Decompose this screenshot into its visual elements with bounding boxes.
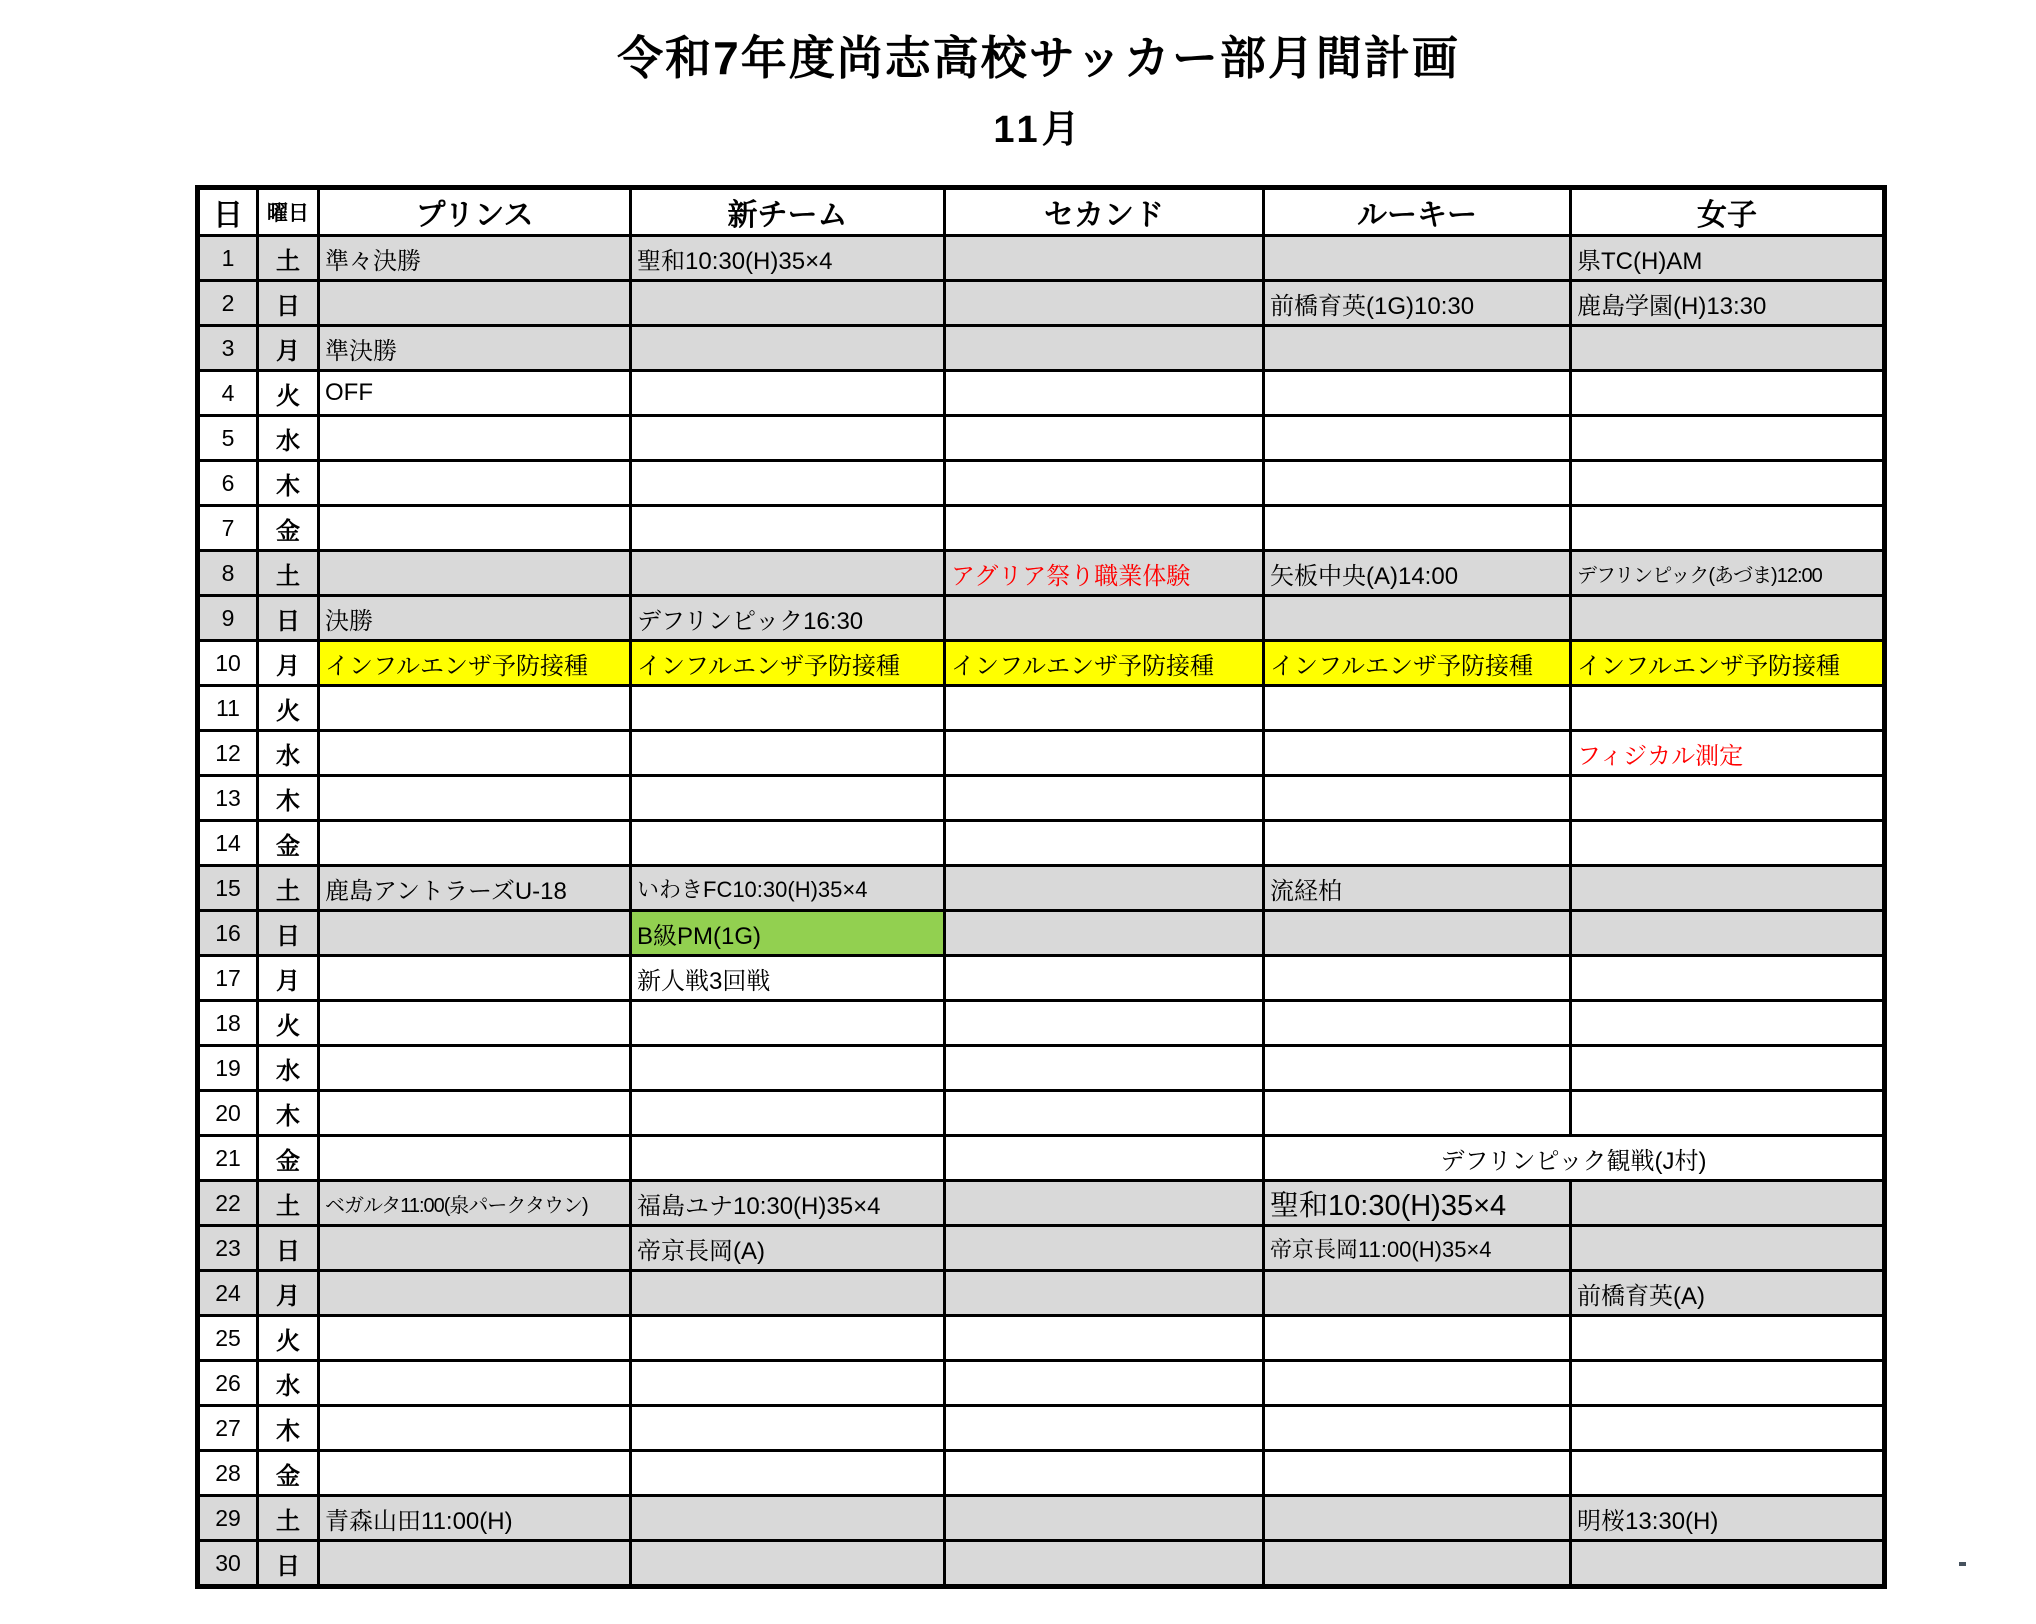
weekday-cell: 木 [258,1091,319,1136]
day-cell: 6 [198,461,258,506]
schedule-cell [945,911,1264,956]
schedule-cell [1571,1451,1885,1496]
schedule-cell [1264,1271,1571,1316]
table-row-16 [198,911,1885,956]
column-header-1: 曜日 [258,188,319,236]
table-row-28 [198,1451,1885,1496]
schedule-cell [319,1406,631,1451]
schedule-cell [319,416,631,461]
table-row-1 [198,236,1885,281]
schedule-cell [319,1271,631,1316]
schedule-cell [631,371,945,416]
schedule-cell [319,506,631,551]
day-cell: 22 [198,1181,258,1226]
schedule-cell: 矢板中央(A)14:00 [1264,551,1571,596]
schedule-cell [631,416,945,461]
schedule-cell [631,1541,945,1587]
schedule-cell [1571,821,1885,866]
schedule-cell: 前橋育英(A) [1571,1271,1885,1316]
weekday-cell: 金 [258,1136,319,1181]
table-row-23 [198,1226,1885,1271]
day-cell: 16 [198,911,258,956]
table-row-20 [198,1091,1885,1136]
schedule-cell [631,731,945,776]
schedule-cell: OFF [319,371,631,416]
schedule-cell [945,956,1264,1001]
schedule-cell: 鹿島アントラーズU-18 [319,866,631,911]
day-cell: 15 [198,866,258,911]
weekday-cell: 木 [258,1406,319,1451]
day-cell: 1 [198,236,258,281]
schedule-cell: インフルエンザ予防接種 [945,641,1264,686]
schedule-cell [945,1046,1264,1091]
weekday-cell: 月 [258,1271,319,1316]
schedule-body [198,236,1885,1587]
schedule-cell [319,821,631,866]
schedule-cell [945,731,1264,776]
schedule-cell [1264,1001,1571,1046]
day-cell: 13 [198,776,258,821]
schedule-cell [1571,596,1885,641]
schedule-cell [1571,911,1885,956]
weekday-cell: 金 [258,821,319,866]
table-row-19 [198,1046,1885,1091]
schedule-cell [945,1541,1264,1587]
schedule-cell: インフルエンザ予防接種 [631,641,945,686]
weekday-cell: 木 [258,776,319,821]
schedule-cell [1571,371,1885,416]
weekday-cell: 月 [258,641,319,686]
page-title: 令和7年度尚志高校サッカー部月間計画 [617,32,1460,84]
day-cell: 25 [198,1316,258,1361]
schedule-cell: 前橋育英(1G)10:30 [1264,281,1571,326]
schedule-cell: 新人戦3回戦 [631,956,945,1001]
schedule-cell [1571,686,1885,731]
schedule-cell [319,776,631,821]
weekday-cell: 水 [258,1046,319,1091]
schedule-cell [631,1406,945,1451]
schedule-cell: 鹿島学園(H)13:30 [1571,281,1885,326]
schedule-cell [319,281,631,326]
day-cell: 19 [198,1046,258,1091]
day-cell: 18 [198,1001,258,1046]
schedule-cell [1264,776,1571,821]
day-cell: 7 [198,506,258,551]
schedule-cell [1264,461,1571,506]
schedule-cell [945,776,1264,821]
schedule-cell: デフリンピック(あづま)12:00 [1571,551,1885,596]
day-cell: 9 [198,596,258,641]
schedule-cell: インフルエンザ予防接種 [319,641,631,686]
schedule-cell [1264,956,1571,1001]
schedule-cell: 決勝 [319,596,631,641]
schedule-cell: いわきFC10:30(H)35×4 [631,866,945,911]
schedule-cell [631,1496,945,1541]
day-cell: 29 [198,1496,258,1541]
schedule-cell [319,1046,631,1091]
schedule-cell [1264,326,1571,371]
schedule-cell [945,1091,1264,1136]
schedule-cell [945,1316,1264,1361]
schedule-cell: インフルエンザ予防接種 [1264,641,1571,686]
column-header-5: ルーキー [1264,188,1571,236]
schedule-cell [1264,1496,1571,1541]
weekday-cell: 日 [258,281,319,326]
weekday-cell: 日 [258,911,319,956]
schedule-cell [945,1181,1264,1226]
table-row-2 [198,281,1885,326]
schedule-cell [631,281,945,326]
schedule-cell [1264,821,1571,866]
schedule-cell [1264,1361,1571,1406]
schedule-cell [631,1271,945,1316]
table-row-24 [198,1271,1885,1316]
schedule-cell [319,1316,631,1361]
table-row-29 [198,1496,1885,1541]
table-row-21 [198,1136,1885,1181]
schedule-cell [945,866,1264,911]
schedule-cell: デフリンピック16:30 [631,596,945,641]
schedule-cell [631,326,945,371]
schedule-cell: 準決勝 [319,326,631,371]
table-row-4 [198,371,1885,416]
schedule-cell [1264,1046,1571,1091]
table-row-11 [198,686,1885,731]
table-row-14 [198,821,1885,866]
day-cell: 12 [198,731,258,776]
day-cell: 17 [198,956,258,1001]
schedule-cell [319,551,631,596]
table-row-8 [198,551,1885,596]
schedule-cell [945,1451,1264,1496]
schedule-cell [631,1361,945,1406]
schedule-cell [631,821,945,866]
schedule-cell [1264,1091,1571,1136]
schedule-cell [1264,596,1571,641]
weekday-cell: 火 [258,371,319,416]
schedule-cell: 帝京長岡(A) [631,1226,945,1271]
table-row-22 [198,1181,1885,1226]
table-row-25 [198,1316,1885,1361]
schedule-cell [631,776,945,821]
column-header-3: 新チーム [631,188,945,236]
schedule-cell [945,236,1264,281]
schedule-cell: アグリア祭り職業体験 [945,551,1264,596]
schedule-cell [945,1001,1264,1046]
schedule-cell: 明桜13:30(H) [1571,1496,1885,1541]
weekday-cell: 金 [258,506,319,551]
schedule-cell [1264,236,1571,281]
schedule-cell [945,1406,1264,1451]
table-row-12 [198,731,1885,776]
table-row-17 [198,956,1885,1001]
day-cell: 4 [198,371,258,416]
weekday-cell: 水 [258,731,319,776]
schedule-cell [631,461,945,506]
schedule-cell: B級PM(1G) [631,911,945,956]
day-cell: 27 [198,1406,258,1451]
schedule-cell [945,281,1264,326]
weekday-cell: 火 [258,1316,319,1361]
day-cell: 5 [198,416,258,461]
schedule-cell [631,506,945,551]
schedule-cell [1264,1316,1571,1361]
schedule-cell [1571,956,1885,1001]
weekday-cell: 火 [258,686,319,731]
schedule-cell [631,1046,945,1091]
day-cell: 3 [198,326,258,371]
schedule-cell [945,821,1264,866]
schedule-cell [1571,1316,1885,1361]
month-subtitle: 11月 [993,109,1084,151]
schedule-cell [1571,1361,1885,1406]
schedule-cell [945,1136,1264,1181]
schedule-cell: フィジカル測定 [1571,731,1885,776]
table-row-13 [198,776,1885,821]
schedule-cell [945,461,1264,506]
schedule-cell: 聖和10:30(H)35×4 [1264,1181,1571,1226]
schedule-cell [1264,1406,1571,1451]
weekday-cell: 水 [258,416,319,461]
schedule-cell: 流経柏 [1264,866,1571,911]
schedule-cell [1571,1001,1885,1046]
schedule-cell [1571,1181,1885,1226]
schedule-cell [319,1091,631,1136]
table-row-10 [198,641,1885,686]
schedule-cell [319,1226,631,1271]
schedule-cell [945,416,1264,461]
schedule-cell [1571,506,1885,551]
weekday-cell: 土 [258,551,319,596]
weekday-cell: 水 [258,1361,319,1406]
column-header-4: セカンド [945,188,1264,236]
schedule-cell: 福島ユナ10:30(H)35×4 [631,1181,945,1226]
table-row-7 [198,506,1885,551]
weekday-cell: 月 [258,326,319,371]
schedule-cell [1571,326,1885,371]
day-cell: 21 [198,1136,258,1181]
schedule-cell [319,1361,631,1406]
schedule-cell [1571,776,1885,821]
weekday-cell: 日 [258,1226,319,1271]
weekday-cell: 日 [258,1541,319,1587]
schedule-cell [1264,731,1571,776]
schedule-cell [945,1271,1264,1316]
column-header-0: 日 [198,188,258,236]
schedule-cell [1571,1541,1885,1587]
day-cell: 23 [198,1226,258,1271]
schedule-cell [945,1361,1264,1406]
schedule-cell [945,1226,1264,1271]
schedule-cell [631,1136,945,1181]
day-cell: 14 [198,821,258,866]
schedule-cell [631,551,945,596]
weekday-cell: 土 [258,236,319,281]
schedule-cell [319,731,631,776]
schedule-cell [1264,911,1571,956]
schedule-cell [1264,1451,1571,1496]
schedule-cell [1264,686,1571,731]
schedule-cell [945,686,1264,731]
schedule-cell: 聖和10:30(H)35×4 [631,236,945,281]
header-row [198,188,1885,236]
schedule-cell [631,1316,945,1361]
weekday-cell: 金 [258,1451,319,1496]
table-header [198,188,1885,236]
column-header-2: プリンス [319,188,631,236]
schedule-cell [1571,1226,1885,1271]
schedule-cell [945,506,1264,551]
table-row-15 [198,866,1885,911]
schedule-table [195,185,1887,1589]
table-row-18 [198,1001,1885,1046]
schedule-cell [1571,416,1885,461]
schedule-cell: ベガルタ11:00(泉パークタウン) [319,1181,631,1226]
schedule-cell [319,1136,631,1181]
schedule-cell [631,1001,945,1046]
schedule-cell [945,371,1264,416]
schedule-cell [1571,1406,1885,1451]
schedule-cell [1571,1091,1885,1136]
schedule-cell [945,1496,1264,1541]
schedule-cell [319,1001,631,1046]
table-row-5 [198,416,1885,461]
weekday-cell: 土 [258,866,319,911]
weekday-cell: 木 [258,461,319,506]
column-header-6: 女子 [1571,188,1885,236]
day-cell: 26 [198,1361,258,1406]
schedule-cell: 県TC(H)AM [1571,236,1885,281]
schedule-cell [631,1451,945,1496]
day-cell: 10 [198,641,258,686]
schedule-cell: 青森山田11:00(H) [319,1496,631,1541]
schedule-cell: 準々決勝 [319,236,631,281]
schedule-cell: 帝京長岡11:00(H)35×4 [1264,1226,1571,1271]
weekday-cell: 土 [258,1181,319,1226]
day-cell: 28 [198,1451,258,1496]
weekday-cell: 土 [258,1496,319,1541]
schedule-cell [319,956,631,1001]
weekday-cell: 火 [258,1001,319,1046]
schedule-cell [319,686,631,731]
day-cell: 11 [198,686,258,731]
schedule-cell [631,686,945,731]
schedule-cell [945,596,1264,641]
schedule-cell [1264,1541,1571,1587]
schedule-cell [1264,416,1571,461]
schedule-cell: インフルエンザ予防接種 [1571,641,1885,686]
schedule-cell [1264,371,1571,416]
table-row-30 [198,1541,1885,1587]
schedule-cell [631,1091,945,1136]
schedule-cell [1264,506,1571,551]
schedule-cell [319,1451,631,1496]
schedule-cell [1571,866,1885,911]
schedule-cell: デフリンピック観戦(J村) [1264,1136,1885,1181]
schedule-cell [1571,461,1885,506]
schedule-cell [319,1541,631,1587]
day-cell: 8 [198,551,258,596]
schedule-cell [1571,1046,1885,1091]
table-row-6 [198,461,1885,506]
weekday-cell: 月 [258,956,319,1001]
schedule-cell [319,911,631,956]
table-row-26 [198,1361,1885,1406]
schedule-cell [319,461,631,506]
schedule-cell [945,326,1264,371]
table-row-9 [198,596,1885,641]
day-cell: 20 [198,1091,258,1136]
weekday-cell: 日 [258,596,319,641]
table-row-3 [198,326,1885,371]
day-cell: 30 [198,1541,258,1587]
day-cell: 2 [198,281,258,326]
day-cell: 24 [198,1271,258,1316]
table-row-27 [198,1406,1885,1451]
stray-mark [1959,1562,1966,1566]
